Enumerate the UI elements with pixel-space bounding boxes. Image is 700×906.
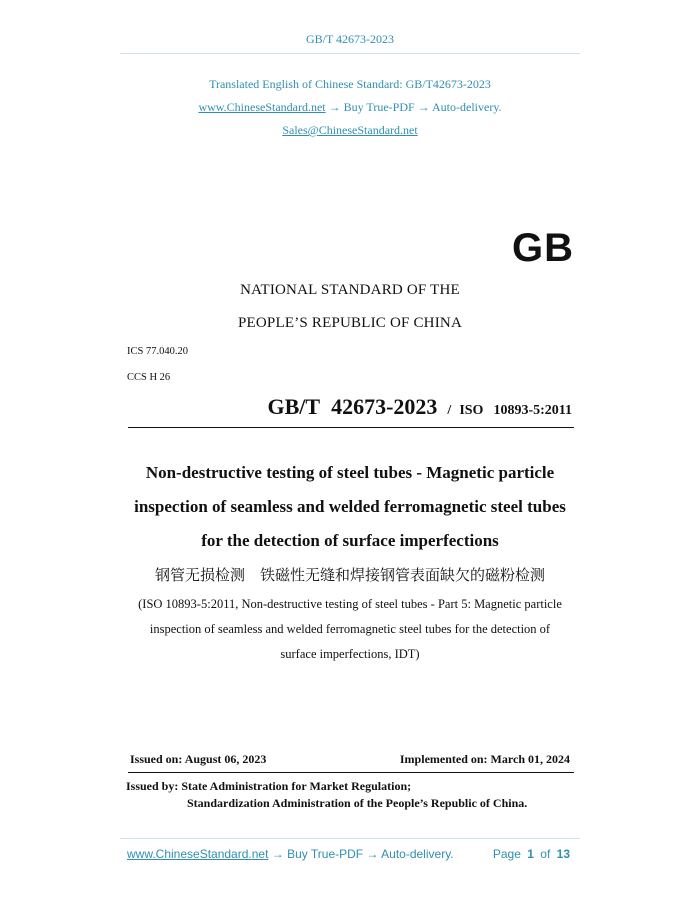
footer-site-link[interactable]: www.ChineseStandard.net (127, 847, 269, 861)
standard-code: 42673-2023 (331, 394, 438, 419)
page-label: Page (492, 847, 521, 861)
iso-reference-2: inspection of seamless and welded ferromagnetic steel tubes for the detection of (149, 622, 551, 636)
footer-auto-text: Auto-delivery. (381, 847, 454, 861)
page-total: 13 (556, 847, 570, 861)
iso-reference-3: surface imperfections, IDT) (280, 647, 420, 661)
issuer-line-1: Issued by: State Administration for Market Regulation; (126, 779, 412, 793)
promo-line: Translated English of Chinese Standard: GB/T42673-2023 (209, 77, 491, 91)
standard-prefix: GB/T (267, 394, 321, 419)
arrow-right-icon: → (328, 100, 341, 114)
footer-links (127, 847, 454, 861)
arrow-right-icon: → (366, 847, 379, 861)
footer-divider (120, 838, 580, 839)
promo-links (0, 100, 700, 115)
promo-email-row (0, 123, 700, 138)
page-indicator (493, 847, 570, 861)
arrow-right-icon: → (417, 100, 430, 114)
dates-divider (128, 772, 574, 773)
standard-slash: / (447, 403, 452, 418)
footer-buy-text: Buy True-PDF (287, 847, 364, 861)
issuer-line-2: Standardization Administration of the People’s Republic of China. (187, 796, 528, 810)
title-line-1: Non-destructive testing of steel tubes - Magnetic particle (145, 463, 555, 482)
iso-number: 10893-5:2011 (493, 403, 572, 418)
title-divider (128, 427, 574, 428)
iso-prefix: ISO (459, 403, 484, 418)
page-number: 1 (527, 847, 534, 861)
national-line-2: PEOPLE’S REPUBLIC OF CHINA (238, 315, 462, 331)
chinese-title: 钢管无损检测 铁磁性无缝和焊接钢管表面缺欠的磁粉检测 (154, 566, 545, 584)
ccs-code: CCS H 26 (127, 372, 171, 383)
gb-mark: GB (512, 226, 574, 270)
title-line-2: inspection of seamless and welded ferromagnetic steel tubes (134, 497, 566, 516)
header-divider (120, 53, 580, 54)
arrow-right-icon: → (271, 847, 284, 861)
iso-reference-1: (ISO 10893-5:2011, Non-destructive testing of steel tubes - Part 5: Magnetic particle (138, 597, 562, 611)
running-header: GB/T 42673-2023 (305, 32, 395, 46)
promo-email-link[interactable]: Sales@ChineseStandard.net (282, 123, 418, 137)
title-line-3: for the detection of surface imperfections (201, 531, 499, 550)
national-line-1: NATIONAL STANDARD OF THE (240, 282, 460, 298)
standard-number (268, 394, 572, 420)
implemented-date: Implemented on: March 01, 2024 (399, 752, 570, 766)
promo-auto-text: Auto-delivery. (432, 100, 502, 114)
promo-site-link[interactable]: www.ChineseStandard.net (198, 100, 326, 114)
promo-buy-text: Buy True-PDF (343, 100, 415, 114)
of-label: of (540, 847, 551, 861)
ics-code: ICS 77.040.20 (127, 346, 188, 357)
issued-date: Issued on: August 06, 2023 (130, 752, 267, 766)
